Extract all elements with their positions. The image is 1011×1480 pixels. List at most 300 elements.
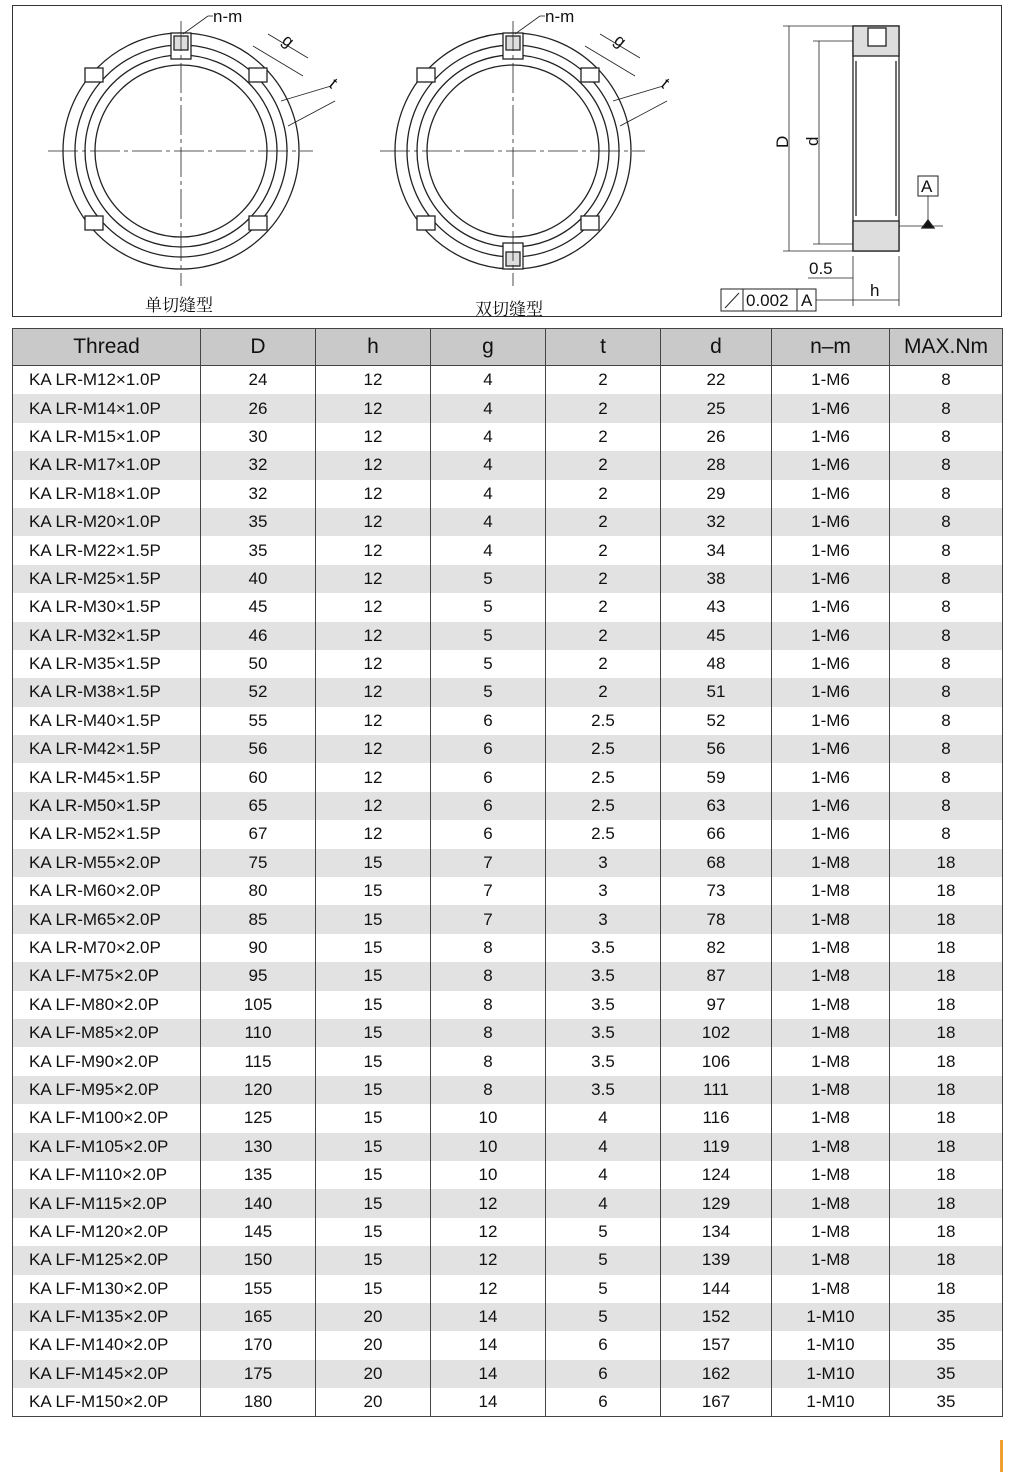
value-cell: 1-M6 [772,622,890,650]
thread-cell: KA LR-M20×1.0P [13,508,201,536]
label-nm-double: n-m [545,7,575,26]
column-header: g [431,329,546,366]
thread-cell: KA LR-M18×1.0P [13,480,201,508]
value-cell: 1-M6 [772,735,890,763]
value-cell: 1-M8 [772,877,890,905]
value-cell: 6 [431,763,546,791]
table-row [13,1275,1003,1303]
value-cell: 75 [201,849,316,877]
value-cell: 12 [431,1275,546,1303]
value-cell: 18 [890,1246,1003,1274]
thread-cell: KA LR-M38×1.5P [13,678,201,706]
value-cell: 14 [431,1303,546,1331]
value-cell: 82 [661,934,772,962]
value-cell: 15 [316,934,431,962]
thread-cell: KA LF-M140×2.0P [13,1331,201,1359]
value-cell: 15 [316,962,431,990]
thread-cell: KA LF-M115×2.0P [13,1189,201,1217]
label-datum-A: A [921,177,933,196]
value-cell: 5 [431,650,546,678]
value-cell: 6 [431,707,546,735]
value-cell: 5 [546,1275,661,1303]
table-row [13,877,1003,905]
thread-cell: KA LF-M90×2.0P [13,1047,201,1075]
value-cell: 8 [890,394,1003,422]
thread-cell: KA LR-M22×1.5P [13,536,201,564]
table-row [13,1189,1003,1217]
table-row [13,820,1003,848]
value-cell: 8 [890,622,1003,650]
value-cell: 78 [661,905,772,933]
value-cell: 2 [546,423,661,451]
table-row [13,1246,1003,1274]
value-cell: 4 [546,1104,661,1132]
table-row [13,565,1003,593]
value-cell: 4 [431,508,546,536]
thread-cell: KA LR-M50×1.5P [13,792,201,820]
value-cell: 4 [431,451,546,479]
thread-cell: KA LR-M25×1.5P [13,565,201,593]
value-cell: 80 [201,877,316,905]
value-cell: 1-M6 [772,423,890,451]
thread-cell: KA LR-M65×2.0P [13,905,201,933]
value-cell: 1-M6 [772,650,890,678]
value-cell: 139 [661,1246,772,1274]
table-row [13,650,1003,678]
value-cell: 2 [546,536,661,564]
value-cell: 12 [316,451,431,479]
value-cell: 5 [546,1303,661,1331]
value-cell: 50 [201,650,316,678]
value-cell: 1-M8 [772,1047,890,1075]
value-cell: 32 [201,480,316,508]
value-cell: 12 [316,423,431,451]
page-edge-marker [1000,1440,1003,1472]
value-cell: 15 [316,1189,431,1217]
value-cell: 14 [431,1360,546,1388]
table-row [13,934,1003,962]
value-cell: 134 [661,1218,772,1246]
thread-cell: KA LF-M125×2.0P [13,1246,201,1274]
value-cell: 8 [890,678,1003,706]
value-cell: 1-M6 [772,565,890,593]
value-cell: 110 [201,1019,316,1047]
value-cell: 1-M6 [772,792,890,820]
value-cell: 4 [546,1133,661,1161]
value-cell: 12 [316,622,431,650]
value-cell: 8 [431,991,546,1019]
value-cell: 12 [316,480,431,508]
value-cell: 59 [661,763,772,791]
table-row [13,991,1003,1019]
value-cell: 1-M8 [772,849,890,877]
value-cell: 51 [661,678,772,706]
thread-cell: KA LF-M120×2.0P [13,1218,201,1246]
table-row [13,1360,1003,1388]
value-cell: 1-M8 [772,905,890,933]
thread-cell: KA LR-M12×1.0P [13,366,201,395]
thread-cell: KA LR-M55×2.0P [13,849,201,877]
value-cell: 2 [546,394,661,422]
value-cell: 155 [201,1275,316,1303]
value-cell: 4 [546,1161,661,1189]
value-cell: 152 [661,1303,772,1331]
value-cell: 65 [201,792,316,820]
thread-cell: KA LF-M150×2.0P [13,1388,201,1417]
value-cell: 1-M6 [772,763,890,791]
value-cell: 12 [316,394,431,422]
table-row [13,905,1003,933]
value-cell: 25 [661,394,772,422]
value-cell: 7 [431,877,546,905]
value-cell: 30 [201,423,316,451]
value-cell: 12 [316,366,431,395]
value-cell: 1-M6 [772,678,890,706]
value-cell: 56 [201,735,316,763]
value-cell: 124 [661,1161,772,1189]
value-cell: 66 [661,820,772,848]
value-cell: 35 [890,1360,1003,1388]
thread-cell: KA LF-M135×2.0P [13,1303,201,1331]
value-cell: 85 [201,905,316,933]
value-cell: 150 [201,1246,316,1274]
value-cell: 2 [546,650,661,678]
value-cell: 1-M8 [772,934,890,962]
label-runout-ref: A [801,291,813,310]
thread-cell: KA LR-M45×1.5P [13,763,201,791]
table-row [13,1019,1003,1047]
spec-table-header [13,329,1003,366]
value-cell: 6 [431,820,546,848]
value-cell: 120 [201,1076,316,1104]
value-cell: 1-M8 [772,1133,890,1161]
value-cell: 35 [201,536,316,564]
column-header: Thread [13,329,201,366]
value-cell: 22 [661,366,772,395]
value-cell: 18 [890,1047,1003,1075]
value-cell: 1-M8 [772,1189,890,1217]
value-cell: 1-M10 [772,1360,890,1388]
value-cell: 10 [431,1161,546,1189]
value-cell: 5 [546,1246,661,1274]
value-cell: 18 [890,991,1003,1019]
thread-cell: KA LR-M30×1.5P [13,593,201,621]
value-cell: 1-M8 [772,1019,890,1047]
value-cell: 2 [546,366,661,395]
value-cell: 10 [431,1133,546,1161]
table-row [13,508,1003,536]
value-cell: 144 [661,1275,772,1303]
value-cell: 73 [661,877,772,905]
label-runout: 0.002 [746,291,789,310]
double-slit-nut-drawing [380,16,667,286]
column-header: D [201,329,316,366]
value-cell: 18 [890,1104,1003,1132]
value-cell: 52 [201,678,316,706]
value-cell: 2.5 [546,820,661,848]
value-cell: 40 [201,565,316,593]
thread-cell: KA LF-M130×2.0P [13,1275,201,1303]
value-cell: 15 [316,1133,431,1161]
thread-cell: KA LF-M145×2.0P [13,1360,201,1388]
value-cell: 8 [890,366,1003,395]
value-cell: 2.5 [546,735,661,763]
value-cell: 140 [201,1189,316,1217]
table-row [13,707,1003,735]
value-cell: 18 [890,1161,1003,1189]
value-cell: 12 [316,536,431,564]
value-cell: 102 [661,1019,772,1047]
table-row [13,1104,1003,1132]
table-row [13,792,1003,820]
table-row [13,1047,1003,1075]
table-row [13,593,1003,621]
value-cell: 26 [201,394,316,422]
value-cell: 12 [316,678,431,706]
value-cell: 15 [316,849,431,877]
value-cell: 5 [431,678,546,706]
value-cell: 3.5 [546,1076,661,1104]
value-cell: 12 [316,707,431,735]
value-cell: 111 [661,1076,772,1104]
value-cell: 52 [661,707,772,735]
value-cell: 1-M10 [772,1388,890,1417]
value-cell: 12 [431,1246,546,1274]
value-cell: 2 [546,480,661,508]
value-cell: 18 [890,1189,1003,1217]
table-row [13,1076,1003,1104]
value-cell: 2 [546,678,661,706]
value-cell: 1-M6 [772,820,890,848]
value-cell: 18 [890,1218,1003,1246]
column-header: d [661,329,772,366]
value-cell: 8 [890,792,1003,820]
value-cell: 167 [661,1388,772,1417]
value-cell: 18 [890,1133,1003,1161]
table-row [13,366,1003,395]
thread-cell: KA LR-M17×1.0P [13,451,201,479]
value-cell: 4 [546,1189,661,1217]
table-row [13,451,1003,479]
value-cell: 4 [431,423,546,451]
value-cell: 34 [661,536,772,564]
value-cell: 8 [890,536,1003,564]
table-row [13,849,1003,877]
thread-cell: KA LR-M60×2.0P [13,877,201,905]
table-row [13,1331,1003,1359]
label-d: d [803,136,822,146]
value-cell: 35 [890,1331,1003,1359]
thread-cell: KA LF-M85×2.0P [13,1019,201,1047]
value-cell: 1-M6 [772,394,890,422]
value-cell: 12 [316,763,431,791]
spec-table-body [13,366,1003,1417]
value-cell: 95 [201,962,316,990]
thread-cell: KA LR-M52×1.5P [13,820,201,848]
value-cell: 2 [546,565,661,593]
value-cell: 180 [201,1388,316,1417]
value-cell: 8 [890,707,1003,735]
value-cell: 1-M10 [772,1331,890,1359]
value-cell: 5 [546,1218,661,1246]
value-cell: 130 [201,1133,316,1161]
thread-cell: KA LR-M14×1.0P [13,394,201,422]
table-row [13,480,1003,508]
technical-drawing [12,5,1002,320]
value-cell: 6 [431,792,546,820]
thread-cell: KA LR-M70×2.0P [13,934,201,962]
value-cell: 8 [890,735,1003,763]
value-cell: 15 [316,877,431,905]
value-cell: 4 [431,366,546,395]
value-cell: 1-M8 [772,962,890,990]
label-nm-single: n-m [213,7,243,26]
value-cell: 32 [661,508,772,536]
table-row [13,1303,1003,1331]
value-cell: 18 [890,905,1003,933]
value-cell: 5 [431,622,546,650]
value-cell: 8 [431,1076,546,1104]
value-cell: 2 [546,508,661,536]
thread-cell: KA LF-M95×2.0P [13,1076,201,1104]
value-cell: 20 [316,1360,431,1388]
value-cell: 4 [431,536,546,564]
value-cell: 35 [890,1303,1003,1331]
value-cell: 105 [201,991,316,1019]
value-cell: 7 [431,905,546,933]
thread-cell: KA LR-M40×1.5P [13,707,201,735]
value-cell: 3.5 [546,991,661,1019]
value-cell: 63 [661,792,772,820]
value-cell: 29 [661,480,772,508]
value-cell: 56 [661,735,772,763]
thread-cell: KA LF-M75×2.0P [13,962,201,990]
value-cell: 165 [201,1303,316,1331]
value-cell: 28 [661,451,772,479]
value-cell: 15 [316,1047,431,1075]
value-cell: 1-M8 [772,1104,890,1132]
value-cell: 67 [201,820,316,848]
value-cell: 18 [890,1275,1003,1303]
value-cell: 12 [316,593,431,621]
value-cell: 5 [431,565,546,593]
value-cell: 68 [661,849,772,877]
value-cell: 12 [316,508,431,536]
value-cell: 15 [316,1218,431,1246]
label-g-single: g [278,30,298,52]
value-cell: 15 [316,1246,431,1274]
value-cell: 2 [546,593,661,621]
value-cell: 3 [546,849,661,877]
value-cell: 115 [201,1047,316,1075]
value-cell: 7 [431,849,546,877]
table-row [13,763,1003,791]
value-cell: 20 [316,1388,431,1417]
thread-cell: KA LR-M15×1.0P [13,423,201,451]
value-cell: 8 [890,565,1003,593]
value-cell: 170 [201,1331,316,1359]
value-cell: 6 [431,735,546,763]
value-cell: 3.5 [546,1019,661,1047]
value-cell: 1-M6 [772,366,890,395]
value-cell: 15 [316,1275,431,1303]
value-cell: 8 [431,1019,546,1047]
thread-cell: KA LF-M80×2.0P [13,991,201,1019]
thread-cell: KA LR-M32×1.5P [13,622,201,650]
value-cell: 35 [201,508,316,536]
value-cell: 14 [431,1388,546,1417]
value-cell: 145 [201,1218,316,1246]
value-cell: 97 [661,991,772,1019]
drawing-svg [13,6,1003,318]
single-slit-nut-drawing [48,16,335,286]
column-header: n–m [772,329,890,366]
table-row [13,622,1003,650]
value-cell: 18 [890,962,1003,990]
value-cell: 8 [431,934,546,962]
value-cell: 60 [201,763,316,791]
label-clearance: 0.5 [809,259,833,278]
value-cell: 12 [431,1189,546,1217]
value-cell: 5 [431,593,546,621]
thread-cell: KA LF-M100×2.0P [13,1104,201,1132]
column-header: MAX.Nm [890,329,1003,366]
value-cell: 162 [661,1360,772,1388]
thread-cell: KA LR-M35×1.5P [13,650,201,678]
value-cell: 18 [890,877,1003,905]
value-cell: 1-M10 [772,1303,890,1331]
value-cell: 3.5 [546,1047,661,1075]
value-cell: 1-M8 [772,1275,890,1303]
value-cell: 8 [890,650,1003,678]
value-cell: 48 [661,650,772,678]
value-cell: 43 [661,593,772,621]
value-cell: 6 [546,1331,661,1359]
value-cell: 55 [201,707,316,735]
value-cell: 8 [890,763,1003,791]
value-cell: 24 [201,366,316,395]
header-row [13,329,1003,366]
value-cell: 116 [661,1104,772,1132]
caption-single-slit: 单切缝型 [145,296,213,316]
value-cell: 8 [890,820,1003,848]
value-cell: 90 [201,934,316,962]
value-cell: 12 [431,1218,546,1246]
value-cell: 14 [431,1331,546,1359]
value-cell: 1-M6 [772,451,890,479]
table-row [13,962,1003,990]
value-cell: 3 [546,877,661,905]
label-t-single: t [325,74,342,93]
value-cell: 1-M8 [772,1218,890,1246]
label-t-double: t [657,74,674,93]
value-cell: 12 [316,650,431,678]
thread-cell: KA LR-M42×1.5P [13,735,201,763]
value-cell: 15 [316,905,431,933]
table-row [13,678,1003,706]
value-cell: 1-M6 [772,593,890,621]
value-cell: 106 [661,1047,772,1075]
value-cell: 87 [661,962,772,990]
value-cell: 38 [661,565,772,593]
value-cell: 15 [316,991,431,1019]
value-cell: 12 [316,735,431,763]
value-cell: 1-M8 [772,991,890,1019]
value-cell: 2.5 [546,792,661,820]
value-cell: 2 [546,451,661,479]
value-cell: 18 [890,849,1003,877]
value-cell: 15 [316,1104,431,1132]
